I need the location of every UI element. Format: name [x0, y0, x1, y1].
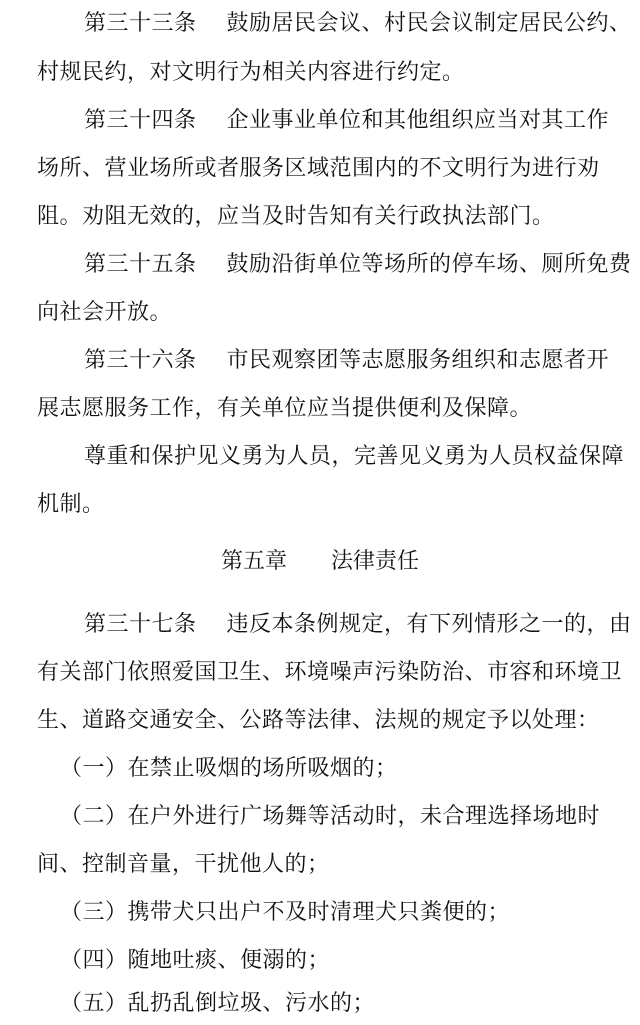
article-33-text-1: 鼓励居民会议、村民会议制定居民公约、: [226, 11, 632, 36]
article-35-label: 第三十五条: [84, 252, 197, 277]
article-34-line-2: 场所、营业场所或者服务区域范围内的不文明行为进行劝: [37, 156, 600, 181]
list-item-1: （一）在禁止吸烟的场所吸烟的；: [60, 756, 398, 781]
article-36-line-2: 展志愿服务工作，有关单位应当提供便利及保障。: [37, 396, 533, 421]
chapter-heading: [0, 548, 640, 576]
article-33-line-2: 村规民约，对文明行为相关内容进行约定。: [37, 60, 465, 85]
paragraph-line-2: 机制。: [37, 492, 105, 517]
article-37-line-2: 有关部门依照爱国卫生、环境噪声污染防治、市容和环境卫: [37, 660, 623, 685]
article-35-text-1: 鼓励沿街单位等场所的停车场、厕所免费: [226, 252, 632, 277]
article-34-line-3: 阻。劝阻无效的，应当及时告知有关行政执法部门。: [37, 204, 555, 229]
article-34-line-1: [84, 107, 609, 135]
chapter-number: 第五章: [220, 549, 287, 574]
article-34-text-1: 企业事业单位和其他组织应当对其工作: [226, 108, 610, 133]
article-37-line-1: [84, 611, 632, 639]
article-33-line-1: [84, 10, 632, 38]
paragraph-line-1: 尊重和保护见义勇为人员，完善见义勇为人员权益保障: [84, 444, 625, 469]
article-36-text-1: 市民观察团等志愿服务组织和志愿者开: [226, 348, 610, 373]
article-35-line-2: 向社会开放。: [37, 300, 173, 325]
list-item-2-line-1: （二）在户外进行广场舞等活动时，未合理选择场地时: [60, 804, 601, 829]
list-item-2-line-2: 间、控制音量，干扰他人的；: [37, 852, 330, 877]
article-37-label: 第三十七条: [84, 612, 197, 637]
list-item-5: （五）乱扔乱倒垃圾、污水的；: [60, 991, 376, 1016]
list-item-4: （四）随地吐痰、便溺的；: [60, 948, 331, 973]
article-35-line-1: [84, 251, 632, 279]
article-37-text-1: 违反本条例规定，有下列情形之一的，由: [226, 612, 632, 637]
article-33-label: 第三十三条: [84, 11, 197, 36]
chapter-title: 法律责任: [331, 549, 420, 574]
article-36-label: 第三十六条: [84, 348, 197, 373]
list-item-3: （三）携带犬只出户不及时清理犬只粪便的；: [60, 900, 511, 925]
article-36-line-1: [84, 347, 609, 375]
article-34-label: 第三十四条: [84, 108, 197, 133]
article-37-line-3: 生、道路交通安全、公路等法律、法规的规定予以处理：: [37, 708, 600, 733]
